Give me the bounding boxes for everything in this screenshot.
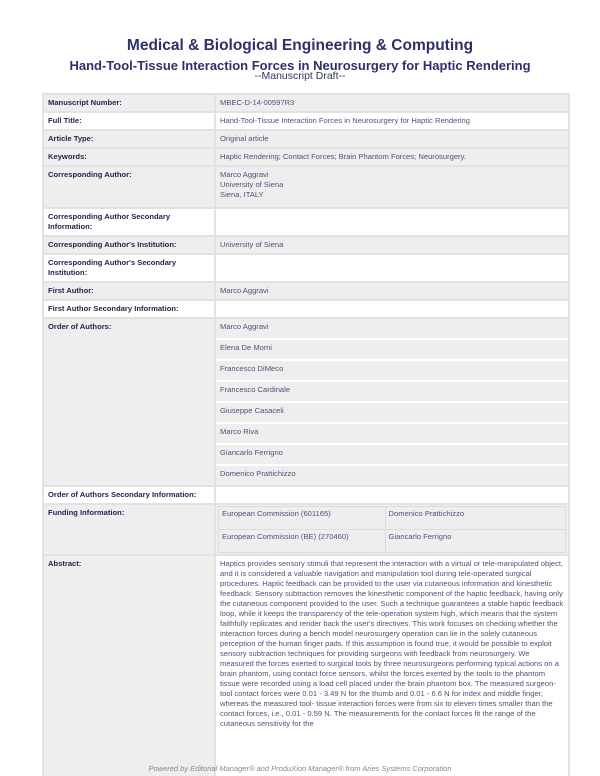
- field-value: [215, 300, 569, 318]
- field-label: Corresponding Author:: [43, 166, 215, 208]
- funding-table-cell: [215, 504, 569, 555]
- field-label: Corresponding Author Secondary Information:: [43, 208, 215, 236]
- field-label: Manuscript Number:: [43, 94, 215, 112]
- field-label: Order of Authors:: [43, 318, 215, 486]
- field-label: First Author:: [43, 282, 215, 300]
- author-item: Domenico Prattichizzo: [220, 469, 296, 478]
- field-value: Haptic Rendering; Contact Forces; Brain Phantom Forces; Neurosurgery.: [215, 148, 569, 166]
- field-value: [215, 208, 569, 236]
- field-value: University of Siena: [215, 236, 569, 254]
- row-full-title: [43, 112, 569, 130]
- field-label: Full Title:: [43, 112, 215, 130]
- funding-entry: [219, 507, 566, 530]
- author-item: Giuseppe Casaceli: [216, 403, 568, 424]
- field-label: Keywords:: [43, 148, 215, 166]
- field-value: Hand-Tool-Tissue Interaction Forces in Neurosurgery for Haptic Rendering: [215, 112, 569, 130]
- row-ca-secondary: [43, 208, 569, 236]
- recipient: Giancarlo Ferrigno: [385, 530, 565, 553]
- row-keywords: [43, 148, 569, 166]
- field-value: MBEC-D-14-00597R3: [215, 94, 569, 112]
- row-first-author: [43, 282, 569, 300]
- row-ca-institution: [43, 236, 569, 254]
- field-value: Marco Aggravi: [215, 282, 569, 300]
- funder: European Commission (601165): [219, 507, 386, 530]
- author-item: Marco Aggravi: [216, 319, 568, 340]
- row-corresponding-author: [43, 166, 569, 208]
- author-name: Marco Aggravi: [220, 170, 269, 179]
- funding-entry: [219, 530, 566, 553]
- author-location: Siena, ITALY: [220, 190, 264, 199]
- draft-label: --Manuscript Draft--: [254, 70, 346, 82]
- row-ca-secondary-institution: [43, 254, 569, 282]
- row-funding: [43, 504, 569, 555]
- field-value: [215, 166, 569, 208]
- field-value: [215, 486, 569, 504]
- field-label: Corresponding Author's Institution:: [43, 236, 215, 254]
- row-order-secondary: [43, 486, 569, 504]
- author-item: Marco Riva: [216, 424, 568, 445]
- journal-title: Medical & Biological Engineering & Computing: [126, 37, 474, 54]
- author-list: [215, 318, 569, 486]
- row-article-type: [43, 130, 569, 148]
- author-item: Francesco DiMeco: [216, 361, 568, 382]
- funding-table: [218, 506, 566, 553]
- recipient: Domenico Prattichizzo: [385, 507, 565, 530]
- author-institution: University of Siena: [220, 180, 284, 189]
- field-label: Article Type:: [43, 130, 215, 148]
- field-label: Order of Authors Secondary Information:: [43, 486, 215, 504]
- field-label: Funding Information:: [43, 504, 215, 555]
- field-value: [215, 254, 569, 282]
- author-item: Francesco Cardinale: [216, 382, 568, 403]
- row-first-author-secondary: [43, 300, 569, 318]
- row-abstract: [43, 555, 569, 776]
- field-label: Abstract:: [43, 555, 215, 776]
- article-title: Hand-Tool-Tissue Interaction Forces in Neurosurgery for Haptic Rendering: [69, 58, 531, 73]
- manuscript-info-table: [42, 93, 570, 776]
- author-item: Giancarlo Ferrigno: [216, 445, 568, 466]
- funder: European Commission (BE) (270460): [219, 530, 386, 553]
- row-manuscript-number: [43, 94, 569, 112]
- field-value: Original article: [215, 130, 569, 148]
- field-label: Corresponding Author's Secondary Institution:: [43, 254, 215, 282]
- field-label: First Author Secondary Information:: [43, 300, 215, 318]
- author-item: Elena De Momi: [216, 340, 568, 361]
- row-order-of-authors: [43, 318, 569, 486]
- footer-credit: Powered by Editorial Manager® and ProduXion Manager® from Aries Systems Corporation: [148, 764, 452, 773]
- abstract-text: Haptics provides sensory stimuli that represent the interaction with a virtual or tele-manipulated object, and it is considered a valuable navigation and manipulation tool during tele-operated surgical procedures. Haptic feedback can be provided to the user via cutaneous information and kinesthetic feedback. Sensory subtraction removes the kinesthetic component of the haptic feedback, having only the cutaneous component provided to the user. Such a technique guarantees a stable haptic feedback loop, while it keeps the transparency of the tele-operation system high, which means that the system faithfully replicates and render back the user's directives. This work focuses on checking whether the interaction forces during a bench model neurosurgery operation can lie in the solely cutaneous perception of the human finger pads. If this assumption is found true, it would be possible to exploit sensory subtraction techniques for providing surgeons with feedback from neurosurgery. We measured the forces exerted to surgical tools by three neurosurgeons performing typical actions on a brain phantom, using contact force sensors, whilst the forces exerted by the tools to the phantom tissue were recorded using a load cell placed under the brain phantom box. The measured surgeon-tool contact forces were 0.01 - 3.49 N for the thumb and 0.01 - 6.6 N for index and middle finger, whereas the measured tool- tissue interaction forces were from six to eleven times smaller than the contact forces, i.e., 0.01 - 0.59 N. The measurements for the contact forces fit the range of the cutaneous sensitivity for the: [215, 555, 569, 776]
